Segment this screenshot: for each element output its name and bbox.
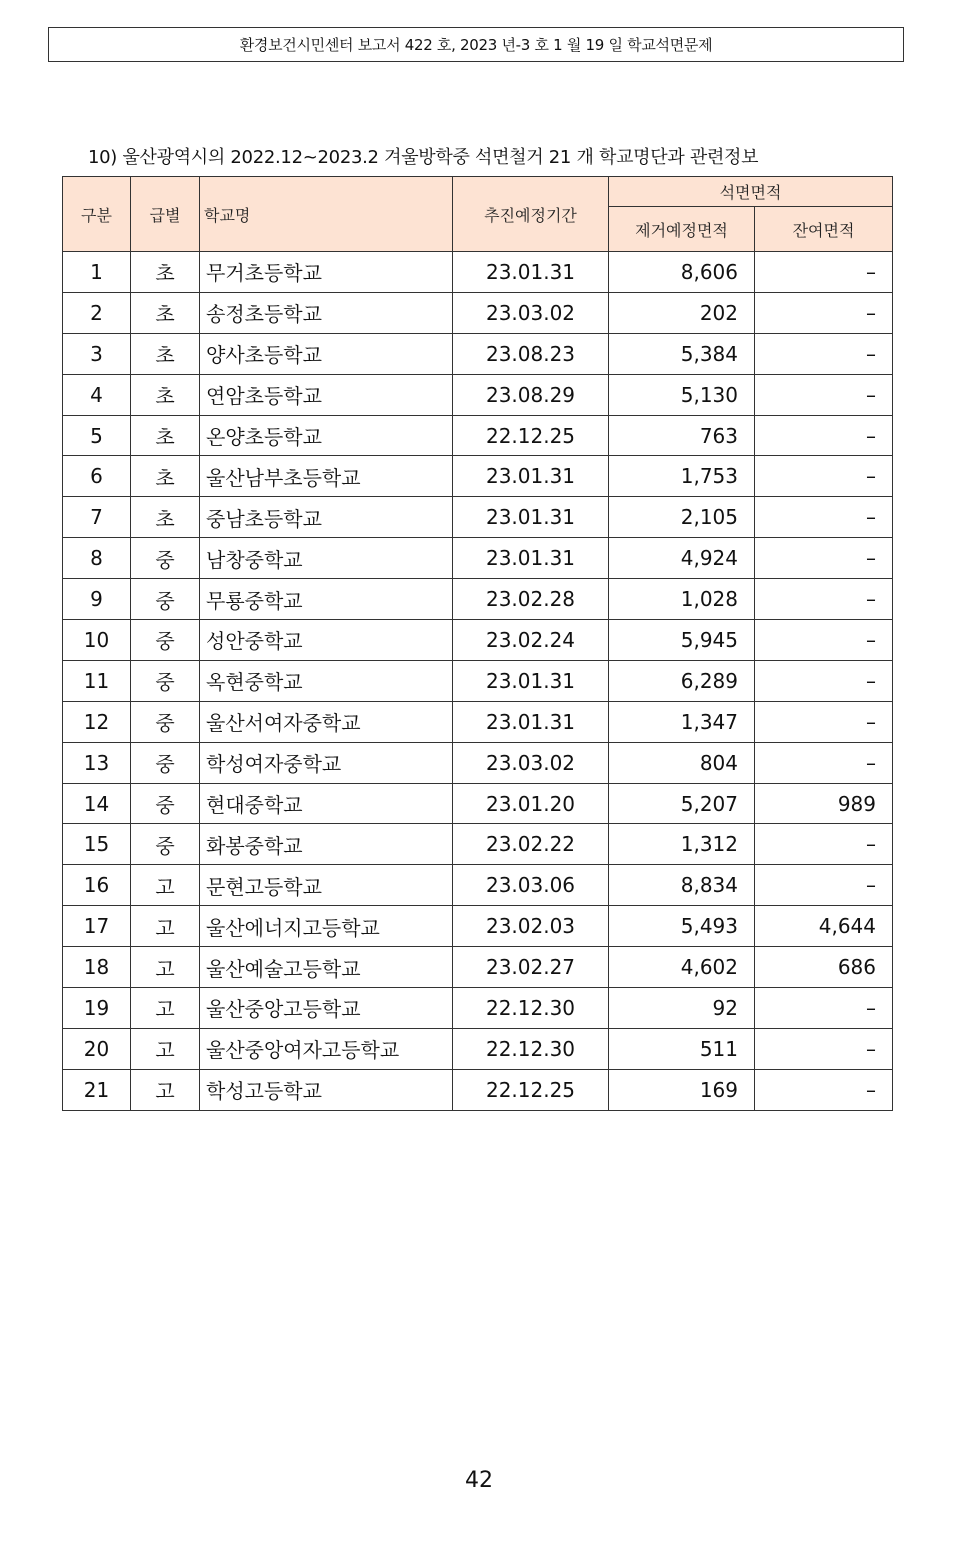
table-row [63, 783, 893, 824]
cell-remaining-area: – [755, 415, 893, 456]
cell-remaining-area: – [755, 252, 893, 293]
cell-period: 22.12.30 [453, 1028, 609, 1069]
report-header [48, 27, 904, 62]
cell-remaining-area: – [755, 374, 893, 415]
cell-school: 현대중학교 [200, 783, 453, 824]
cell-school: 울산예술고등학교 [200, 947, 453, 988]
table-row [63, 988, 893, 1029]
header-area-group: 석면면적 [609, 177, 893, 207]
cell-remaining-area: – [755, 824, 893, 865]
cell-removal-area: 5,384 [609, 333, 755, 374]
cell-period: 23.02.24 [453, 620, 609, 661]
cell-period: 23.01.31 [453, 456, 609, 497]
cell-removal-area: 804 [609, 742, 755, 783]
cell-period: 23.08.29 [453, 374, 609, 415]
cell-no: 19 [63, 988, 131, 1029]
cell-level: 고 [131, 947, 200, 988]
cell-removal-area: 5,207 [609, 783, 755, 824]
cell-school: 양사초등학교 [200, 333, 453, 374]
cell-school: 성안중학교 [200, 620, 453, 661]
cell-removal-area: 1,312 [609, 824, 755, 865]
table-row [63, 865, 893, 906]
cell-no: 2 [63, 292, 131, 333]
cell-level: 초 [131, 374, 200, 415]
cell-period: 23.02.03 [453, 906, 609, 947]
cell-period: 23.01.20 [453, 783, 609, 824]
cell-remaining-area: – [755, 701, 893, 742]
cell-period: 22.12.25 [453, 1069, 609, 1110]
cell-remaining-area: – [755, 456, 893, 497]
cell-removal-area: 4,602 [609, 947, 755, 988]
cell-no: 12 [63, 701, 131, 742]
cell-no: 11 [63, 660, 131, 701]
cell-remaining-area: – [755, 660, 893, 701]
cell-removal-area: 92 [609, 988, 755, 1029]
table-row [63, 1028, 893, 1069]
cell-period: 23.01.31 [453, 660, 609, 701]
cell-remaining-area: – [755, 1028, 893, 1069]
cell-removal-area: 1,028 [609, 579, 755, 620]
cell-level: 고 [131, 865, 200, 906]
cell-level: 초 [131, 292, 200, 333]
table-row [63, 497, 893, 538]
cell-level: 초 [131, 252, 200, 293]
cell-removal-area: 8,606 [609, 252, 755, 293]
cell-school: 연암초등학교 [200, 374, 453, 415]
table-body [63, 252, 893, 1111]
school-asbestos-table [62, 176, 893, 1111]
cell-period: 23.08.23 [453, 333, 609, 374]
section-title: 10) 울산광역시의 2022.12~2023.2 겨울방학중 석면철거 21 개 학교명단과 관련정보 [88, 147, 759, 168]
cell-level: 초 [131, 415, 200, 456]
cell-period: 22.12.30 [453, 988, 609, 1029]
cell-removal-area: 511 [609, 1028, 755, 1069]
cell-level: 초 [131, 456, 200, 497]
cell-remaining-area: 4,644 [755, 906, 893, 947]
cell-remaining-area: – [755, 1069, 893, 1110]
cell-level: 중 [131, 579, 200, 620]
cell-no: 1 [63, 252, 131, 293]
cell-remaining-area: – [755, 620, 893, 661]
cell-removal-area: 6,289 [609, 660, 755, 701]
cell-school: 울산중앙고등학교 [200, 988, 453, 1029]
cell-remaining-area: – [755, 865, 893, 906]
cell-level: 초 [131, 333, 200, 374]
cell-period: 22.12.25 [453, 415, 609, 456]
cell-period: 23.02.22 [453, 824, 609, 865]
cell-removal-area: 4,924 [609, 538, 755, 579]
cell-no: 5 [63, 415, 131, 456]
cell-school: 화봉중학교 [200, 824, 453, 865]
cell-no: 8 [63, 538, 131, 579]
table-row [63, 538, 893, 579]
cell-no: 21 [63, 1069, 131, 1110]
table-row [63, 579, 893, 620]
cell-level: 중 [131, 538, 200, 579]
cell-no: 13 [63, 742, 131, 783]
header-no: 구분 [63, 177, 131, 252]
cell-no: 20 [63, 1028, 131, 1069]
cell-no: 3 [63, 333, 131, 374]
cell-school: 온양초등학교 [200, 415, 453, 456]
header-remaining-area: 잔여면적 [755, 207, 893, 252]
report-header-text: 환경보건시민센터 보고서 422 호, 2023 년-3 호 1 월 19 일 학교석면문제 [239, 36, 713, 54]
cell-period: 23.01.31 [453, 497, 609, 538]
page-number: 42 [465, 1468, 493, 1493]
cell-remaining-area: – [755, 579, 893, 620]
cell-school: 울산서여자중학교 [200, 701, 453, 742]
cell-school: 옥현중학교 [200, 660, 453, 701]
cell-no: 4 [63, 374, 131, 415]
cell-remaining-area: 686 [755, 947, 893, 988]
cell-remaining-area: – [755, 988, 893, 1029]
header-level: 급별 [131, 177, 200, 252]
cell-school: 무거초등학교 [200, 252, 453, 293]
cell-school: 울산중앙여자고등학교 [200, 1028, 453, 1069]
table-row [63, 824, 893, 865]
cell-removal-area: 5,130 [609, 374, 755, 415]
cell-removal-area: 1,347 [609, 701, 755, 742]
cell-removal-area: 8,834 [609, 865, 755, 906]
cell-level: 중 [131, 660, 200, 701]
cell-no: 17 [63, 906, 131, 947]
cell-school: 문현고등학교 [200, 865, 453, 906]
table-row [63, 415, 893, 456]
cell-no: 6 [63, 456, 131, 497]
cell-no: 16 [63, 865, 131, 906]
cell-level: 초 [131, 497, 200, 538]
cell-period: 23.01.31 [453, 252, 609, 293]
table-row [63, 742, 893, 783]
header-school: 학교명 [200, 177, 453, 252]
cell-level: 중 [131, 701, 200, 742]
cell-remaining-area: – [755, 742, 893, 783]
cell-no: 7 [63, 497, 131, 538]
cell-school: 중남초등학교 [200, 497, 453, 538]
table-header [63, 177, 893, 252]
cell-school: 송정초등학교 [200, 292, 453, 333]
cell-level: 중 [131, 620, 200, 661]
cell-school: 남창중학교 [200, 538, 453, 579]
cell-period: 23.01.31 [453, 538, 609, 579]
table-row [63, 333, 893, 374]
cell-period: 23.03.06 [453, 865, 609, 906]
cell-no: 9 [63, 579, 131, 620]
table-row [63, 292, 893, 333]
cell-period: 23.01.31 [453, 701, 609, 742]
cell-period: 23.02.27 [453, 947, 609, 988]
cell-level: 고 [131, 906, 200, 947]
cell-level: 고 [131, 988, 200, 1029]
table-row [63, 947, 893, 988]
cell-school: 무룡중학교 [200, 579, 453, 620]
cell-level: 중 [131, 783, 200, 824]
cell-no: 18 [63, 947, 131, 988]
cell-period: 23.03.02 [453, 292, 609, 333]
header-removal-area: 제거예정면적 [609, 207, 755, 252]
table-row [63, 456, 893, 497]
cell-period: 23.02.28 [453, 579, 609, 620]
cell-removal-area: 1,753 [609, 456, 755, 497]
cell-school: 학성여자중학교 [200, 742, 453, 783]
cell-remaining-area: 989 [755, 783, 893, 824]
cell-removal-area: 169 [609, 1069, 755, 1110]
cell-removal-area: 202 [609, 292, 755, 333]
cell-school: 학성고등학교 [200, 1069, 453, 1110]
cell-removal-area: 2,105 [609, 497, 755, 538]
cell-school: 울산에너지고등학교 [200, 906, 453, 947]
cell-level: 중 [131, 742, 200, 783]
table-row [63, 1069, 893, 1110]
cell-remaining-area: – [755, 292, 893, 333]
cell-no: 15 [63, 824, 131, 865]
cell-level: 중 [131, 824, 200, 865]
cell-remaining-area: – [755, 333, 893, 374]
cell-removal-area: 5,493 [609, 906, 755, 947]
cell-remaining-area: – [755, 497, 893, 538]
cell-school: 울산남부초등학교 [200, 456, 453, 497]
table-row [63, 660, 893, 701]
cell-level: 고 [131, 1028, 200, 1069]
table-row [63, 701, 893, 742]
cell-removal-area: 5,945 [609, 620, 755, 661]
cell-no: 10 [63, 620, 131, 661]
table-row [63, 620, 893, 661]
cell-period: 23.03.02 [453, 742, 609, 783]
cell-removal-area: 763 [609, 415, 755, 456]
cell-no: 14 [63, 783, 131, 824]
cell-level: 고 [131, 1069, 200, 1110]
table-row [63, 906, 893, 947]
header-period: 추진예정기간 [453, 177, 609, 252]
cell-remaining-area: – [755, 538, 893, 579]
table-row [63, 252, 893, 293]
table-row [63, 374, 893, 415]
